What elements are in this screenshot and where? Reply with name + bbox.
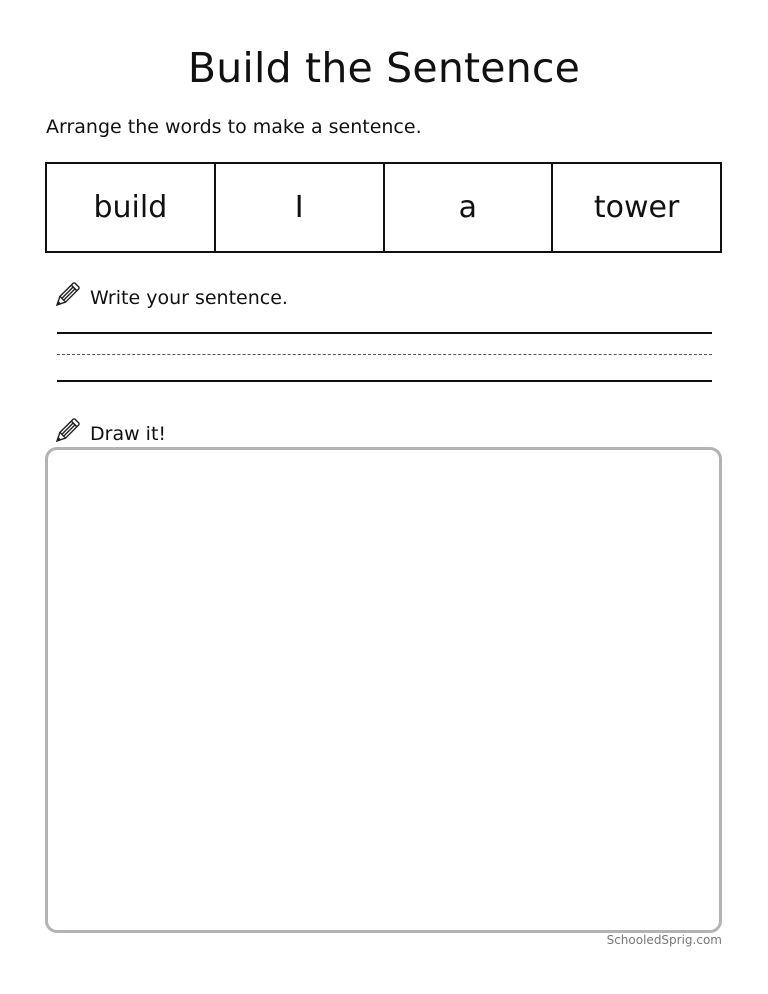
word-tile[interactable]: build — [47, 164, 216, 251]
draw-prompt-label: Draw it! — [90, 422, 167, 445]
write-prompt-label: Write your sentence. — [90, 286, 288, 309]
site-credit: SchooledSprig.com — [606, 933, 722, 947]
writing-line-base[interactable] — [57, 380, 712, 382]
word-bank — [45, 162, 722, 253]
word-tile[interactable]: I — [216, 164, 385, 251]
draw-prompt — [52, 416, 166, 451]
word-tile[interactable]: a — [385, 164, 554, 251]
writing-line-midline — [57, 354, 712, 355]
word-tile[interactable]: tower — [593, 190, 680, 225]
pencil-icon — [52, 280, 90, 315]
pencil-icon — [52, 416, 90, 451]
writing-line-top[interactable] — [57, 332, 712, 334]
drawing-area[interactable] — [45, 447, 722, 933]
instructions: Arrange the words to make a sentence. — [46, 116, 422, 138]
page-title: Build the Sentence — [187, 44, 581, 92]
write-prompt — [52, 280, 288, 315]
